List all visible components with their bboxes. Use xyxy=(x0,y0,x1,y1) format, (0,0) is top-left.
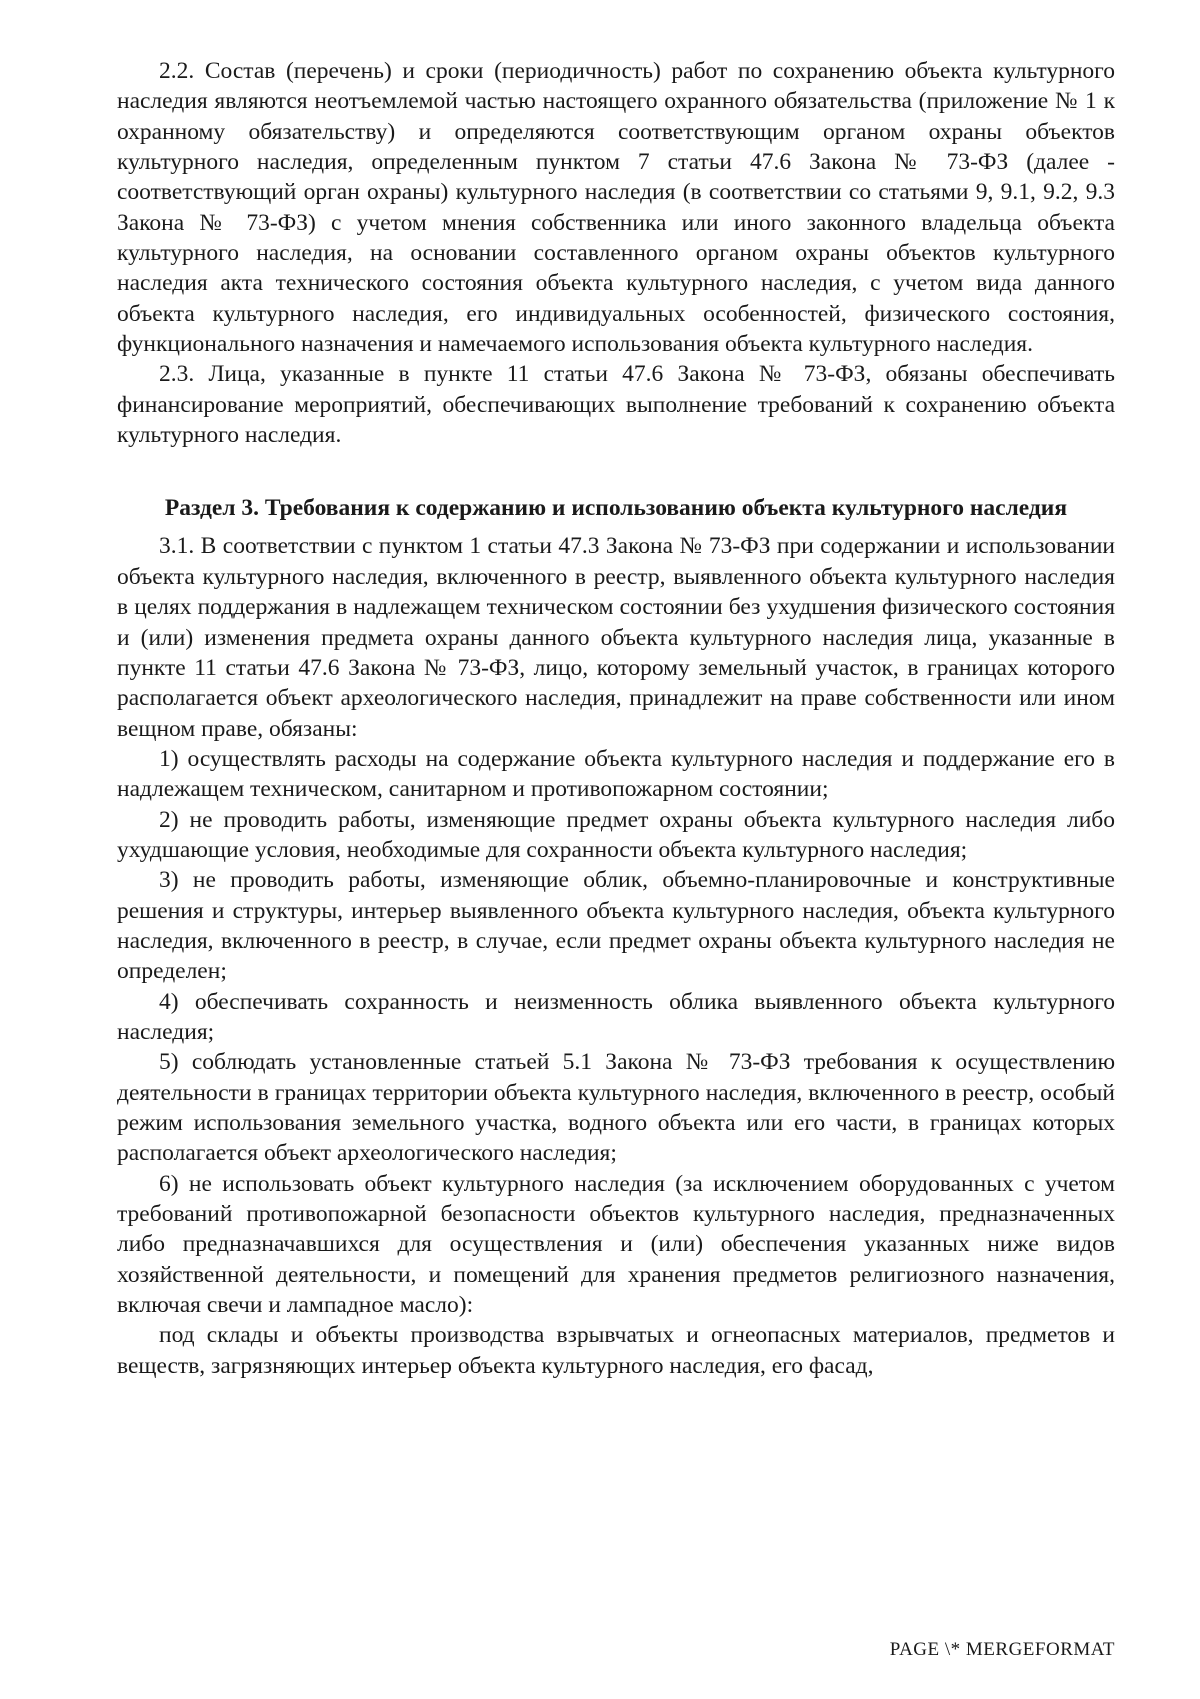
section-3-heading: Раздел 3. Требования к содержанию и использованию объекта культурного наследия xyxy=(164,495,1068,522)
document-page xyxy=(117,56,1115,1381)
paragraph-2-3: 2.3. Лица, указанные в пункте 11 статьи 47.6 Закона № 73-ФЗ, обязаны обеспечивать финансирование мероприятий, обеспечивающих выполнение требований к сохранению объекта культурного наследия. xyxy=(117,361,1115,449)
list-item-6: 6) не использовать объект культурного наследия (за исключением оборудованных с учетом требований противопожарной безопасности объектов культурного наследия, предназначенных либо предназначавшихся для осуществления и (или) обеспечения указанных ниже видов хозяйственной деятельности, и помещений для хранения предметов религиозного назначения, включая свечи и лампадное масло): xyxy=(117,1170,1115,1319)
list-item-6-continuation: под склады и объекты производства взрывчатых и огнеопасных материалов, предметов и веществ, загрязняющих интерьер объекта культурного наследия, его фасад, xyxy=(117,1322,1115,1379)
list-item-1: 1) осуществлять расходы на содержание объекта культурного наследия и поддержание его в надлежащем техническом, санитарном и противопожарном состоянии; xyxy=(117,745,1115,803)
paragraph-3-1: 3.1. В соответствии с пунктом 1 статьи 47.3 Закона № 73-ФЗ при содержании и использовании объекта культурного наследия, включенного в реестр, выявленного объекта культурного наследия в целях поддержания в надлежащем техническом состоянии без ухудшения физического состояния и (или) изменения предмета охраны данного объекта культурного наследия лица, указанные в пункте 11 статьи 47.6 Закона № 73-ФЗ, лицо, которому земельный участок, в границах которого располагается объект археологического наследия, принадлежит на праве собственности или ином вещном праве, обязаны: xyxy=(117,533,1115,742)
list-item-3: 3) не проводить работы, изменяющие облик, объемно-планировочные и конструктивные решения и структуры, интерьер выявленного объекта культурного наследия, объекта культурного наследия, включенного в реестр, в случае, если предмет охраны объекта культурного наследия не определен; xyxy=(117,867,1115,985)
list-item-4: 4) обеспечивать сохранность и неизменность облика выявленного объекта культурного наследия; xyxy=(117,988,1115,1045)
list-item-2: 2) не проводить работы, изменяющие предмет охраны объекта культурного наследия либо ухудшающие условия, необходимые для сохранности объекта культурного наследия; xyxy=(117,806,1115,863)
list-item-5: 5) соблюдать установленные статьей 5.1 Закона № 73-ФЗ требования к осуществлению деятельности в границах территории объекта культурного наследия, включенного в реестр, особый режим использования земельного участка, водного объекта или его части, в границах которых располагается объект археологического наследия; xyxy=(117,1049,1115,1167)
paragraph-2-2: 2.2. Состав (перечень) и сроки (периодичность) работ по сохранению объекта культурного наследия являются неотъемлемой частью настоящего охранного обязательства (приложение № 1 к охранному обязательству) и определяются соответствующим органом охраны объектов культурного наследия, определенным пунктом 7 статьи 47.6 Закона № 73-ФЗ (далее - соответствующий орган охраны) культурного наследия (в соответствии со статьями 9, 9.1, 9.2, 9.3 Закона № 73-ФЗ) с учетом мнения собственника или иного законного владельца объекта культурного наследия, на основании составленного органом охраны объектов культурного наследия акта технического состояния объекта культурного наследия, с учетом вида данного объекта культурного наследия, его индивидуальных особенностей, физического состояния, функционального назначения и намечаемого использования объекта культурного наследия. xyxy=(117,58,1115,358)
page-footer-field: PAGE \* MERGEFORMAT xyxy=(889,1639,1115,1660)
